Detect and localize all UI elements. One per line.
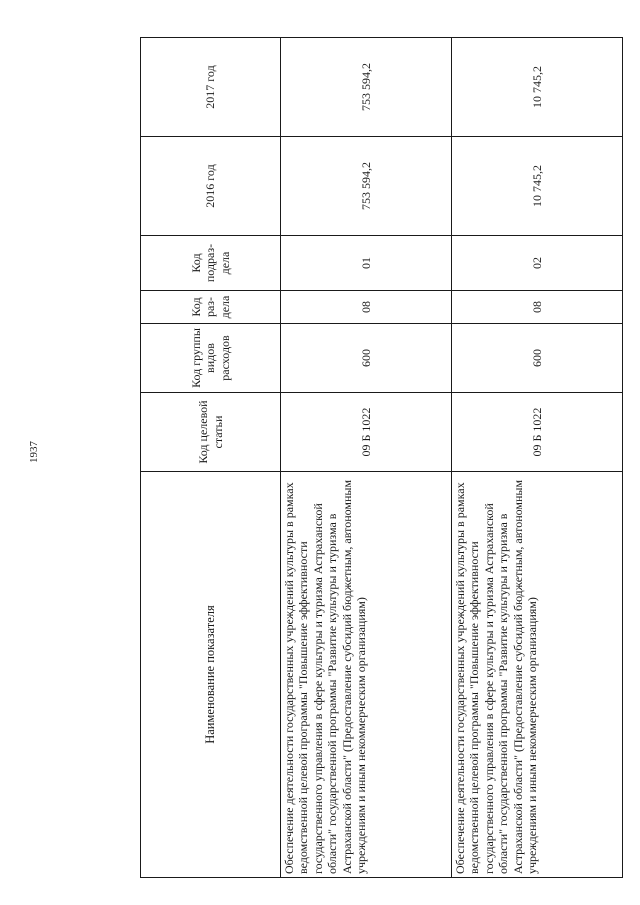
row-value-2016: 753 594,2 bbox=[281, 137, 452, 236]
row-section-code: 08 bbox=[281, 291, 452, 324]
row-subsection-code: 01 bbox=[281, 236, 452, 291]
row-subsection-code: 02 bbox=[452, 236, 623, 291]
table-row bbox=[452, 38, 623, 878]
header-indicator-name: Наименование показателя bbox=[141, 472, 281, 878]
header-year-2016: 2016 год bbox=[141, 137, 281, 236]
table-row bbox=[281, 38, 452, 878]
header-subsection-code: Код подраз- дела bbox=[141, 236, 281, 291]
header-expense-group-code: Код группы видов расходов bbox=[141, 324, 281, 393]
page-number: 1937 bbox=[28, 441, 40, 463]
header-section-code: Код раз- дела bbox=[141, 291, 281, 324]
row-expense-group-code: 600 bbox=[281, 324, 452, 393]
row-indicator-name: Обеспечение деятельности государственных учреждений культуры в рамках ведомственной целевой программы "Повышение эффективности государственного управления в сфере культуры и туризма Астраханской области" государственной программы "Развитие культуры и туризма в Астраханской области" (Предоставление субсидий бюджетным, автономным учреждениям и иным некоммерческим организациям) bbox=[452, 472, 623, 878]
row-target-article-code: 09 Б 1022 bbox=[281, 393, 452, 472]
table-header-row bbox=[141, 38, 281, 878]
row-value-2017: 753 594,2 bbox=[281, 38, 452, 137]
header-year-2017: 2017 год bbox=[141, 38, 281, 137]
row-target-article-code: 09 Б 1022 bbox=[452, 393, 623, 472]
rotated-table-container bbox=[140, 38, 622, 878]
budget-table bbox=[140, 37, 623, 878]
row-indicator-name: Обеспечение деятельности государственных учреждений культуры в рамках ведомственной целевой программы "Повышение эффективности государственного управления в сфере культуры и туризма Астраханской области" государственной программы "Развитие культуры и туризма в Астраханской области" (Предоставление субсидий бюджетным, автономным учреждениям и иным некоммерческим организациям) bbox=[281, 472, 452, 878]
row-value-2016: 10 745,2 bbox=[452, 137, 623, 236]
row-section-code: 08 bbox=[452, 291, 623, 324]
header-target-article-code: Код целевой статьи bbox=[141, 393, 281, 472]
row-value-2017: 10 745,2 bbox=[452, 38, 623, 137]
row-expense-group-code: 600 bbox=[452, 324, 623, 393]
